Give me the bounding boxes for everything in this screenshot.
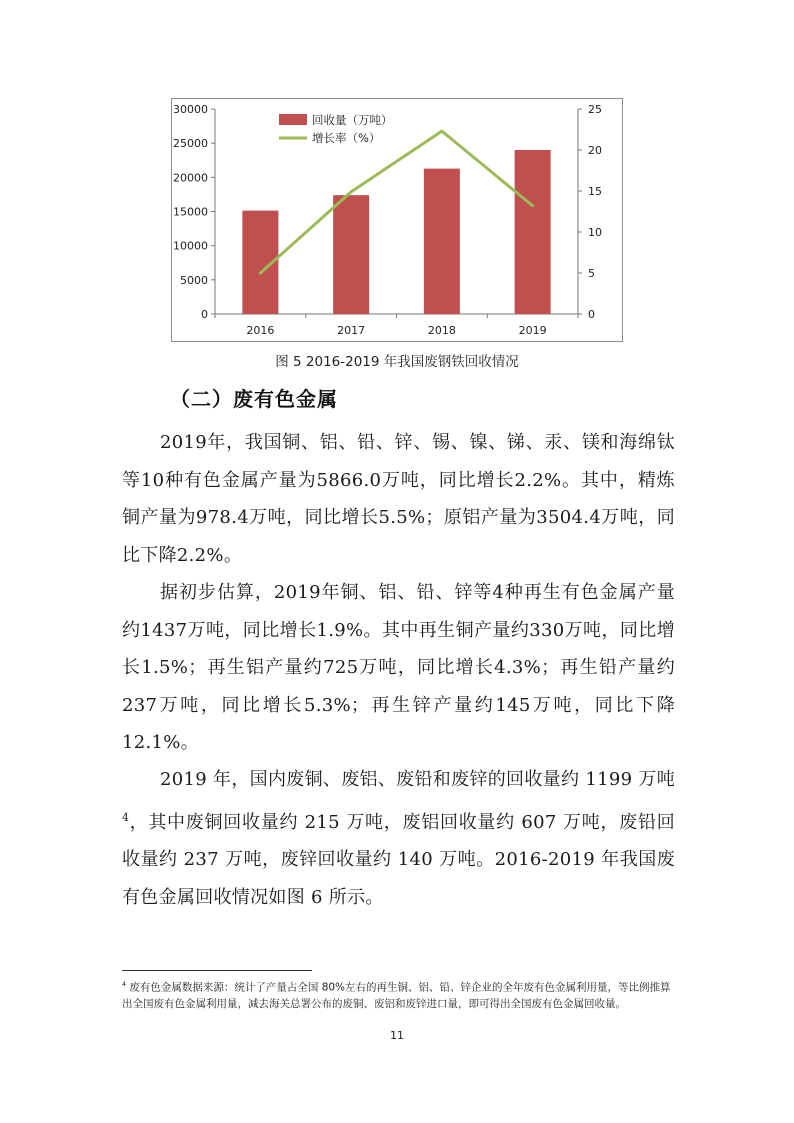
legend-label-bar: 回收量（万吨） — [312, 113, 393, 127]
growth-rate-point-2017 — [350, 190, 353, 193]
figure-caption: 图 5 2016-2019 年我国废钢铁回收情况 — [275, 354, 519, 370]
footnote-mark: 4 — [122, 981, 127, 988]
growth-rate-point-2018 — [440, 130, 443, 133]
y-left-tick-label: 15000 — [173, 205, 208, 219]
x-tick-label: 2016 — [246, 324, 275, 337]
y-left-tick-label: 10000 — [173, 239, 208, 253]
y-left-tick-label: 5000 — [180, 273, 208, 287]
y-right-tick-label: 5 — [588, 267, 595, 280]
y-right-tick-label: 10 — [588, 226, 602, 239]
growth-rate-point-2016 — [259, 272, 262, 275]
recycling-chart — [172, 99, 624, 343]
legend-label-line: 增长率（%） — [312, 131, 381, 145]
paragraph-3-part-2: ，其中废铜回收量约 215 万吨，废铝回收量约 607 万吨，废铅回收量约 237 万吨，废锌回收量约 140 万吨。2016-2019 年我国废有色金属回收情况如图 6 所示。 — [122, 811, 675, 908]
x-tick-label: 2019 — [518, 324, 547, 337]
x-tick-label: 2017 — [337, 324, 366, 337]
bar-2018 — [424, 169, 460, 314]
y-right-tick-label: 25 — [588, 103, 602, 116]
growth-rate-point-2019 — [531, 204, 534, 207]
y-right-tick-label: 0 — [588, 308, 595, 321]
y-left-tick-label: 25000 — [173, 137, 208, 151]
y-left-tick-label: 0 — [201, 308, 208, 321]
section-heading: （二）废有色金属 — [170, 387, 338, 411]
legend-swatch-bar — [279, 114, 307, 125]
y-right-tick-label: 15 — [588, 185, 602, 198]
footnote — [122, 977, 675, 1013]
footnote-text: 废有色金属数据来源：统计了产量占全国 80%左右的再生铜、铝、铅、锌企业的全年废有色金属利用量，等比例推算出全国废有色金属利用量，减去海关总署公布的废铜、废铝和废锌进口量，即可得出全国废有色金属回收量。 — [122, 981, 671, 1010]
x-tick-label: 2018 — [427, 324, 456, 337]
footnote-separator — [122, 970, 312, 971]
bar-2017 — [333, 195, 369, 314]
paragraph-2: 据初步估算，2019年铜、铝、铅、锌等4种再生有色金属产量约1437万吨，同比增长1.9%。其中再生铜产量约330万吨，同比增长1.5%；再生铝产量约725万吨，同比增长4.3%；再生铅产量约237万吨，同比增长5.3%；再生锌产量约145万吨，同比下降12.1%。 — [122, 582, 675, 753]
paragraph-3-part-1: 2019 年，国内废铜、废铝、废铅和废锌的回收量约 1199 万吨 — [160, 769, 675, 790]
page-number: 11 — [390, 1029, 404, 1042]
y-right-tick-label: 20 — [588, 144, 602, 157]
footnote-reference[interactable]: 4 — [122, 810, 130, 824]
bar-2019 — [515, 150, 551, 314]
y-left-tick-label: 20000 — [173, 171, 208, 185]
paragraph-3 — [122, 761, 675, 916]
chart-frame — [171, 98, 623, 342]
paragraph-1: 2019年，我国铜、铝、铅、锌、锡、镍、锑、汞、镁和海绵钛等10种有色金属产量为5866.0万吨，同比增长2.2%。其中，精炼铜产量为978.4万吨，同比增长5.5%；原铝产量为3504.4万吨，同比下降2.2%。 — [122, 432, 675, 566]
y-left-tick-label: 30000 — [173, 103, 208, 116]
growth-rate-line — [260, 131, 532, 273]
